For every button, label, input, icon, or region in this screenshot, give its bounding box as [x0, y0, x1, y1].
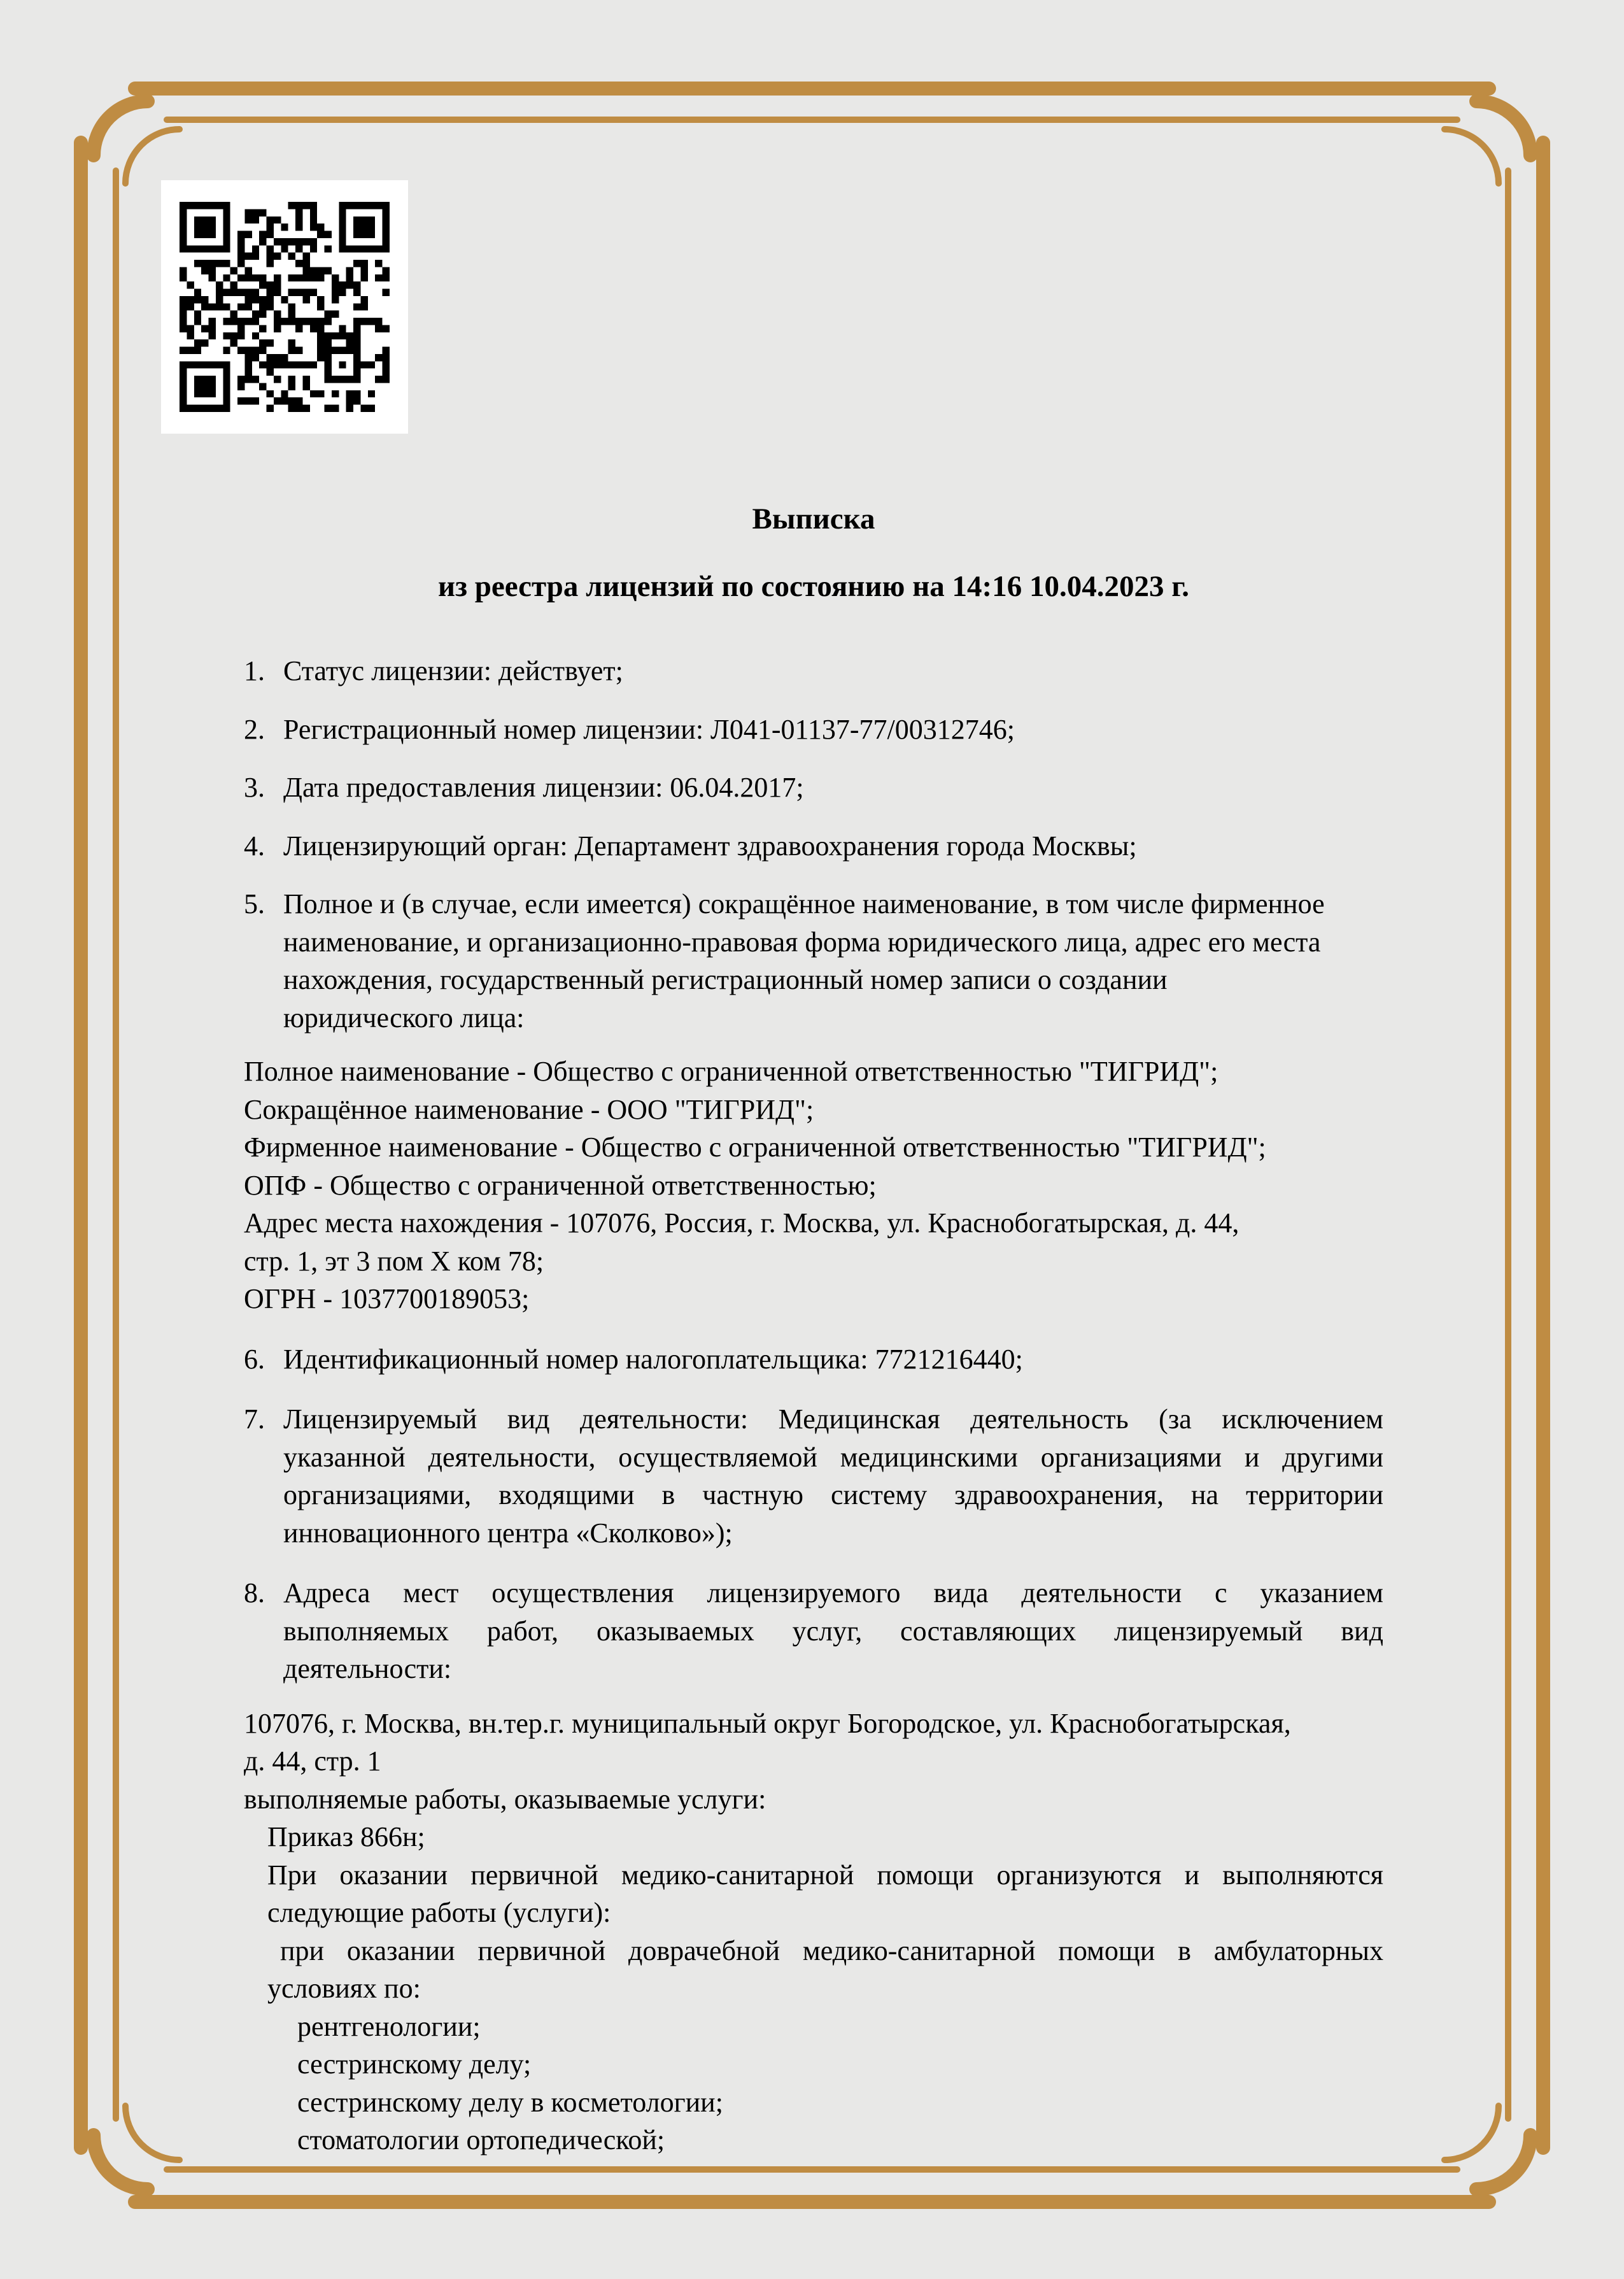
- border-inner-corner-tl: [125, 129, 180, 183]
- document-title-line-2: из реестра лицензий по состоянию на 14:16 10.04.2023 г.: [438, 569, 1189, 603]
- org-legal-form: ОПФ - Общество с ограниченной ответственностью;: [244, 1169, 877, 1201]
- item-number: 8.: [244, 1577, 265, 1608]
- item-number: 3.: [244, 772, 265, 803]
- item-line: указанной деятельности, осуществляемой медицинскими организациями и другими: [283, 1441, 1383, 1473]
- organization-details: [244, 1053, 1383, 1318]
- pre-medical-care-line-2: условиях по:: [267, 1973, 421, 2004]
- primary-care-line: При оказании первичной медико-санитарной помощи организуются и выполняются: [267, 1859, 1383, 1891]
- item-line: наименование, и организационно-правовая форма юридического лица, адрес его места: [283, 926, 1321, 958]
- document-body: [244, 501, 1383, 2159]
- item-line: деятельности:: [283, 1653, 452, 1684]
- org-short-name: Сокращённое наименование - ООО "ТИГРИД";: [244, 1093, 814, 1125]
- item-text: Статус лицензии: действует;: [283, 655, 623, 686]
- item-line: нахождения, государственный регистрационный номер записи о создании: [283, 964, 1168, 995]
- item-number: 6.: [244, 1343, 265, 1375]
- license-item-6: [244, 1340, 1383, 1379]
- item-text: Идентификационный номер налогоплательщика: 7721216440;: [283, 1343, 1023, 1375]
- item-line: [244, 1574, 1383, 1612]
- activity-address-line: 107076, г. Москва, вн.тер.г. муниципальный округ Богородское, ул. Краснобогатырская,: [244, 1707, 1291, 1739]
- license-item-4: [244, 827, 1383, 865]
- item-number: 1.: [244, 655, 265, 686]
- qr-code: [161, 180, 408, 434]
- service-nursing-cosmetology: сестринскому делу в косметологии;: [297, 2086, 723, 2118]
- item-text: Регистрационный номер лицензии: Л041-01137-77/00312746;: [283, 713, 1015, 745]
- org-brand-name: Фирменное наименование - Общество с ограниченной ответственностью "ТИГРИД";: [244, 1132, 1266, 1163]
- item-number: 7.: [244, 1403, 265, 1435]
- license-item-2: [244, 711, 1383, 749]
- item-number: 4.: [244, 830, 265, 862]
- org-address-2: стр. 1, эт 3 пом X ком 78;: [244, 1245, 544, 1277]
- activity-address-details: [244, 1705, 1383, 2159]
- item-number: 2.: [244, 713, 265, 745]
- activity-address-line-2: д. 44, стр. 1: [244, 1745, 381, 1777]
- qr-modules: [180, 202, 390, 412]
- item-line: [244, 885, 1383, 923]
- item-text: Адреса мест осуществления лицензируемого вида деятельности с указанием: [283, 1577, 1383, 1608]
- org-address: Адрес места нахождения - 107076, Россия, г. Москва, ул. Краснобогатырская, д. 44,: [244, 1207, 1239, 1239]
- item-text: Лицензируемый вид деятельности: Медицинская деятельность (за исключением: [283, 1403, 1383, 1435]
- item-line: [244, 1400, 1383, 1438]
- document-title-line-1: Выписка: [752, 502, 875, 536]
- service-radiology: рентгенологии;: [297, 2010, 481, 2042]
- license-item-3: [244, 769, 1383, 807]
- order-reference: Приказ 866н;: [267, 1821, 425, 1852]
- qr-modules-svg: [180, 202, 390, 412]
- item-line: организациями, входящими в частную систему здравоохранения, на территории: [283, 1479, 1383, 1510]
- item-text: Лицензирующий орган: Департамент здравоохранения города Москвы;: [283, 830, 1137, 862]
- item-line: выполняемых работ, оказываемых услуг, составляющих лицензируемый вид: [283, 1615, 1383, 1647]
- pre-medical-care-line: при оказании первичной доврачебной медико-санитарной помощи в амбулаторных: [280, 1935, 1383, 1966]
- org-full-name: Полное наименование - Общество с ограниченной ответственностью "ТИГРИД";: [244, 1056, 1218, 1087]
- license-item-5: [244, 885, 1383, 1037]
- works-services-label: выполняемые работы, оказываемые услуги:: [244, 1783, 766, 1815]
- license-item-7: [244, 1400, 1383, 1552]
- border-inner-corner-tr: [1444, 129, 1499, 183]
- service-orthopedic-dentistry: стоматологии ортопедической;: [297, 2124, 665, 2155]
- border-inner-corner-bl: [125, 2106, 180, 2160]
- license-item-8: [244, 1574, 1383, 1688]
- primary-care-line-2: следующие работы (услуги):: [267, 1897, 611, 1928]
- item-line: инновационного центра «Сколково»);: [283, 1517, 733, 1549]
- item-number: 5.: [244, 888, 265, 919]
- service-nursing: сестринскому делу;: [297, 2048, 532, 2080]
- org-ogrn: ОГРН - 1037700189053;: [244, 1283, 530, 1314]
- item-line: юридического лица:: [283, 1002, 525, 1033]
- item-text: Дата предоставления лицензии: 06.04.2017;: [283, 772, 804, 803]
- border-inner-corner-br: [1444, 2106, 1499, 2160]
- item-text: Полное и (в случае, если имеется) сокращённое наименование, в том числе фирменное: [283, 888, 1325, 919]
- license-item-1: [244, 652, 1383, 690]
